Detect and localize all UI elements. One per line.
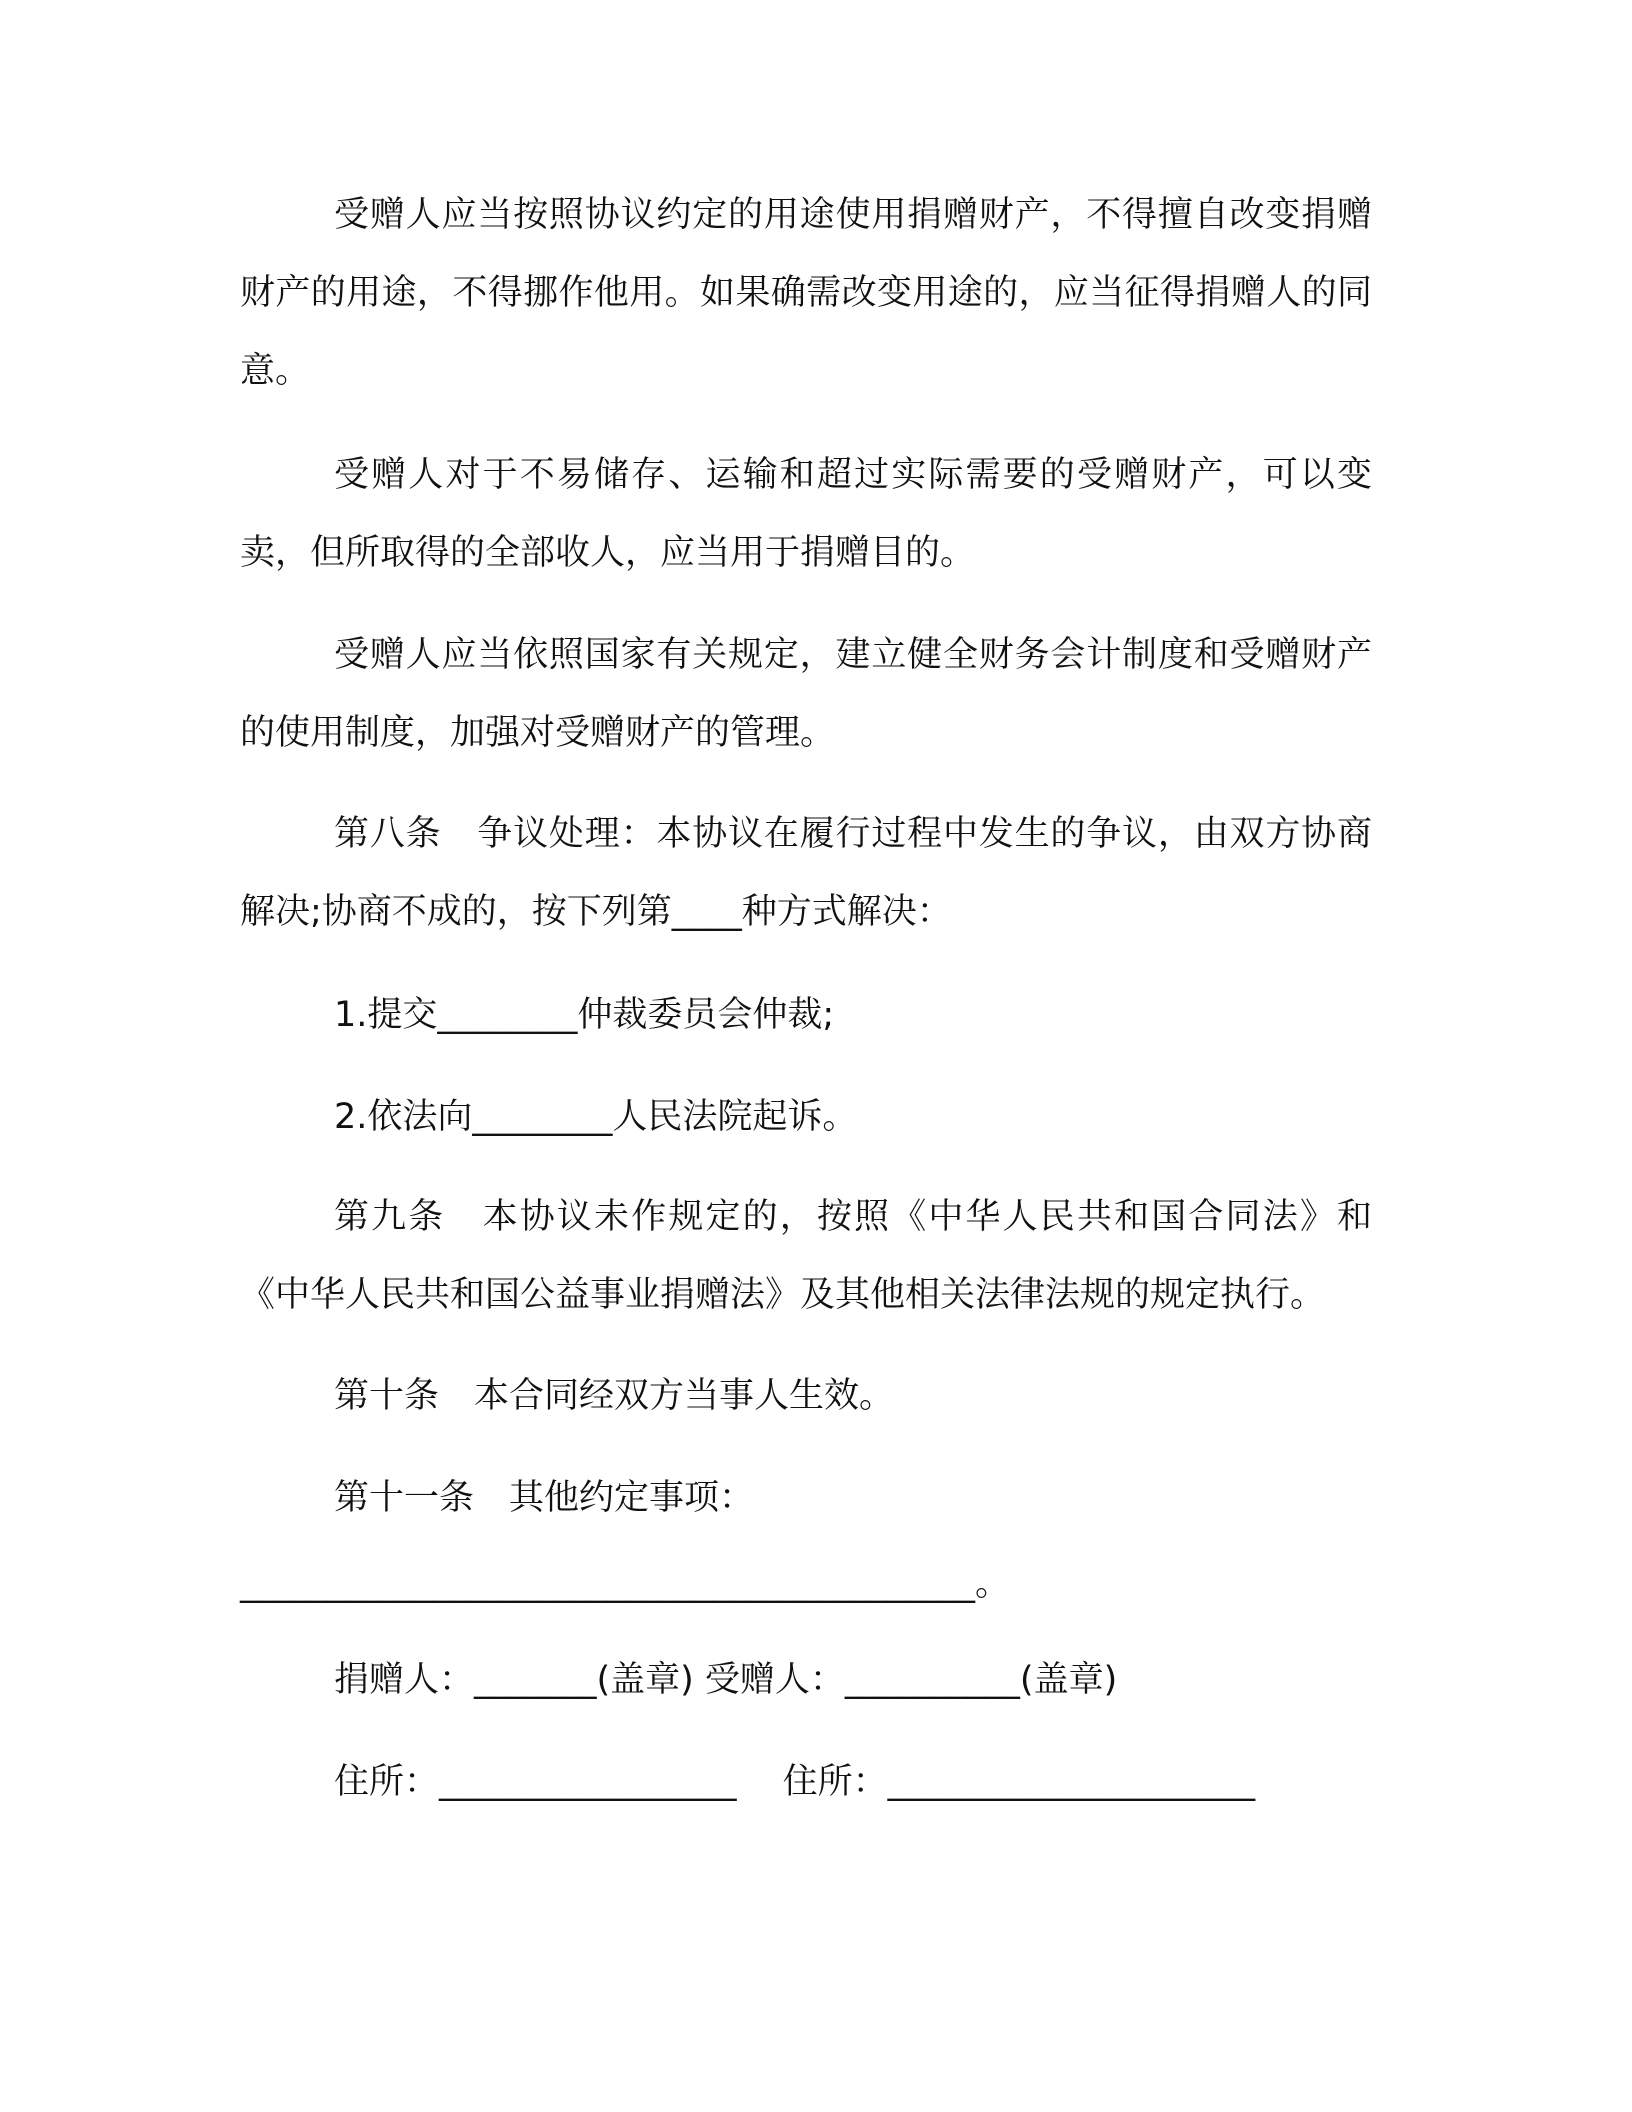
paragraph-use-of-donation: 受赠人应当按照协议约定的用途使用捐赠财产，不得擅自改变捐赠财产的用途，不得挪作他用。如果确需改变用途的，应当征得捐赠人的同意。 bbox=[240, 195, 1372, 391]
dispute-option-arbitration: 1.提交________仲裁委员会仲裁; bbox=[334, 995, 835, 1035]
paragraph-sale-of-property: 受赠人对于不易储存、运输和超过实际需要的受赠财产，可以变卖，但所取得的全部收人，应当用于捐赠目的。 bbox=[240, 455, 1372, 573]
other-matters-blank-line: __________________________________________。 bbox=[240, 1564, 1011, 1604]
article-11-other-matters: 第十一条 其他约定事项： bbox=[334, 1478, 755, 1518]
paragraph-financial-management: 受赠人应当依照国家有关规定，建立健全财务会计制度和受赠财产的使用制度，加强对受赠财产的管理。 bbox=[240, 635, 1372, 753]
address-line: 住所：_________________ 住所：_____________________ bbox=[334, 1762, 1256, 1802]
article-8-dispute-resolution: 第八条 争议处理：本协议在履行过程中发生的争议，由双方协商解决;协商不成的，按下列第____种方式解决： bbox=[240, 814, 1372, 932]
dispute-option-litigation: 2.依法向________人民法院起诉。 bbox=[334, 1097, 858, 1137]
signature-line: 捐赠人：_______(盖章) 受赠人：__________(盖章) bbox=[334, 1660, 1118, 1700]
article-10-effectiveness: 第十条 本合同经双方当事人生效。 bbox=[334, 1376, 895, 1416]
article-9-applicable-law: 第九条 本协议未作规定的，按照《中华人民共和国合同法》和《中华人民共和国公益事业捐赠法》及其他相关法律法规的规定执行。 bbox=[240, 1197, 1372, 1315]
